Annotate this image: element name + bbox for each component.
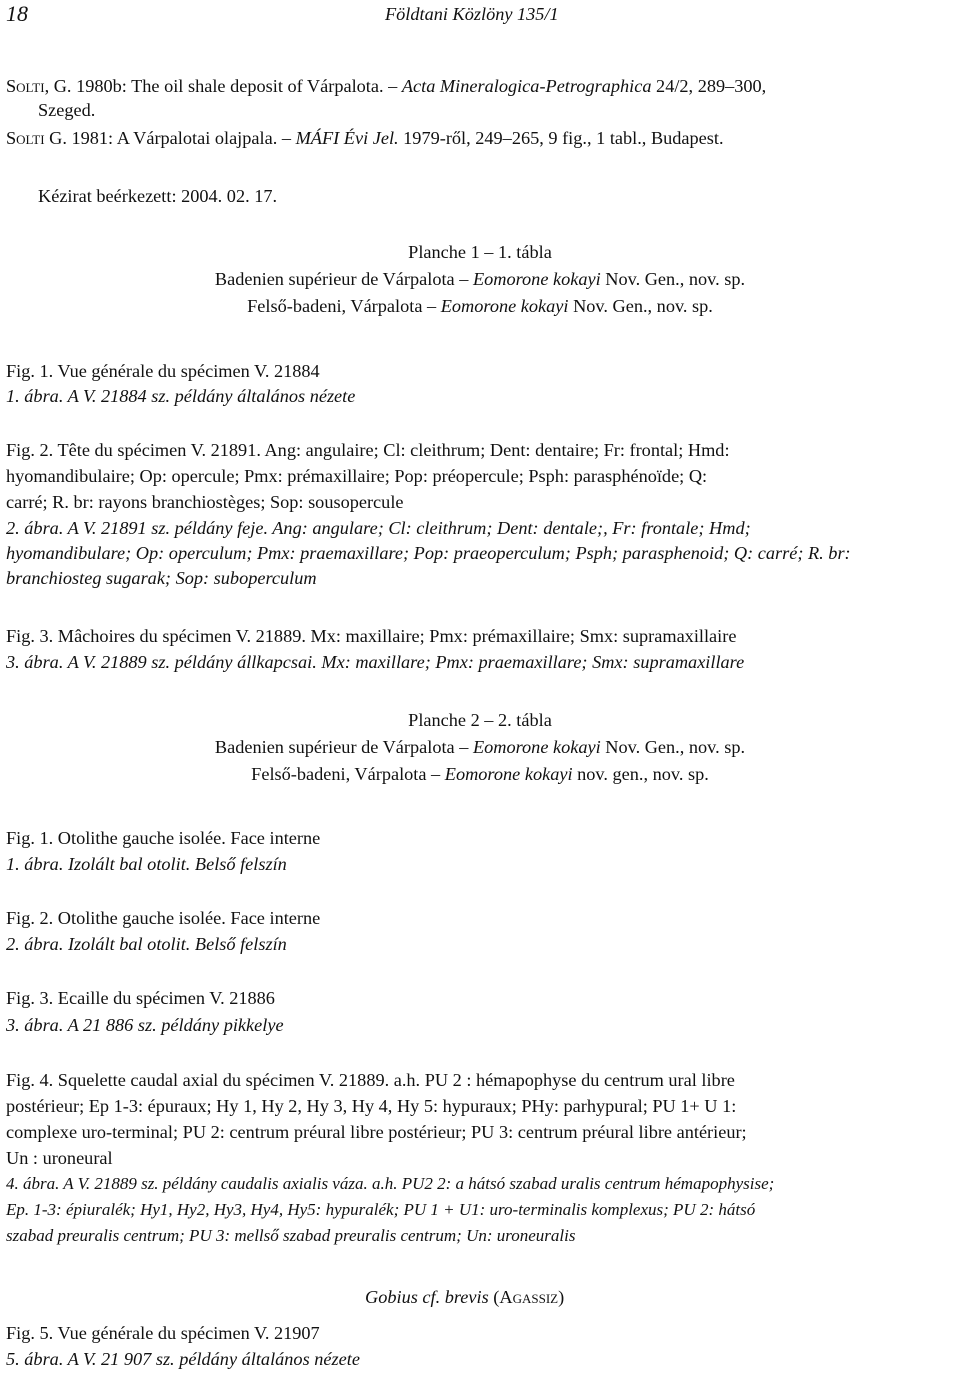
- taxon-name: Gobius cf. brevis: [365, 1287, 489, 1307]
- plate-2-title: Planche 2 – 2. tábla: [408, 710, 552, 730]
- gobius-heading: [365, 1287, 564, 1307]
- caption-fig3-hu: 3. ábra. A V. 21889 sz. példány állkapcsai. Mx: maxillare; Pmx: praemaxillare; Smx: supramaxillare: [6, 652, 745, 672]
- reference-author: Solti G.: [6, 128, 67, 148]
- subtitle-text: Badenien supérieur de Várpalota –: [214, 737, 473, 757]
- plate-2-subtitle-hu: [0, 764, 960, 784]
- caption-fig5-fr: Fig. 5. Vue générale du spécimen V. 21907: [6, 1323, 320, 1343]
- plate-1-title: Planche 1 – 1. tábla: [408, 242, 552, 262]
- reference-entry: [6, 128, 724, 148]
- subtitle-text: nov. gen., nov. sp.: [572, 764, 709, 784]
- reference-entry: [6, 76, 766, 96]
- taxon-name: Eomorone kokayi: [472, 269, 601, 289]
- caption-fig1-fr: Fig. 1. Otolithe gauche isolée. Face interne: [6, 828, 321, 848]
- caption-fig3-hu: 3. ábra. A 21 886 sz. példány pikkelye: [6, 1015, 284, 1035]
- caption-fig1-hu: 1. ábra. Izolált bal otolit. Belső felszín: [6, 854, 287, 874]
- caption-fig5-hu: 5. ábra. A V. 21 907 sz. példány általános nézete: [6, 1349, 360, 1369]
- reference-text: 1979-ről, 249–265, 9 fig., 1 tabl., Budapest.: [398, 128, 724, 148]
- caption-fig2-fr: Fig. 2. Otolithe gauche isolée. Face interne: [6, 908, 321, 928]
- caption-fig2-hu-line: 2. ábra. A V. 21891 sz. példány feje. Ang: angulare; Cl: cleithrum; Dent: dentale;, Fr: frontale; Hmd;: [6, 518, 751, 538]
- caption-fig4-fr-line: complexe uro-terminal; PU 2: centrum préural libre postérieur; PU 3: centrum préural libre antérieur;: [6, 1122, 747, 1142]
- page-number: 18: [6, 1, 28, 26]
- caption-fig4-fr-line: postérieur; Ep 1-3: épuraux; Hy 1, Hy 2, Hy 3, Hy 4, Hy 5: hypuraux; PHy: parhypural; PU 1+ U 1:: [6, 1096, 737, 1116]
- taxon-name: Eomorone kokayi: [440, 296, 569, 316]
- received-date: Kézirat beérkezett: 2004. 02. 17.: [38, 186, 278, 206]
- caption-fig4-hu-line: szabad preuralis centrum; PU 3: mellső szabad preuralis centrum; Un: uroneuralis: [6, 1226, 576, 1245]
- caption-fig4-fr-line: Fig. 4. Squelette caudal axial du spécimen V. 21889. a.h. PU 2 : hémapophyse du centrum ural libre: [6, 1070, 735, 1090]
- caption-fig3-fr: Fig. 3. Mâchoires du spécimen V. 21889. Mx: maxillaire; Pmx: prémaxillaire; Smx: supramaxillaire: [6, 626, 737, 646]
- caption-fig3-fr: Fig. 3. Ecaille du spécimen V. 21886: [6, 988, 275, 1008]
- subtitle-text: Nov. Gen., nov. sp.: [600, 737, 746, 757]
- caption-fig2-fr-line: Fig. 2. Tête du spécimen V. 21891. Ang: angulaire; Cl: cleithrum; Dent: dentaire; Fr: frontal; Hmd:: [6, 440, 730, 460]
- caption-fig2-hu: 2. ábra. Izolált bal otolit. Belső felszín: [6, 934, 287, 954]
- reference-journal: Acta Mineralogica-Petrographica: [401, 76, 652, 96]
- running-title: Földtani Közlöny 135/1: [385, 4, 559, 24]
- caption-fig2-hu-line: hyomandibulare; Op: operculum; Pmx: praemaxillare; Pop: praeoperculum; Psph; parasphenoid; Q: carré; R. br:: [6, 543, 851, 563]
- caption-fig1-hu: 1. ábra. A V. 21884 sz. példány általános nézete: [6, 386, 356, 406]
- caption-fig4-fr-line: Un : uroneural: [6, 1148, 113, 1168]
- taxon-name: Eomorone kokayi: [444, 764, 573, 784]
- plate-1-subtitle-hu: [0, 296, 960, 316]
- caption-fig4-hu-line: Ep. 1-3: épiuralék; Hy1, Hy2, Hy3, Hy4, Hy5: hypuralék; PU 1 + U1: uro-terminalis komplexus; PU 2: hátsó: [6, 1200, 756, 1219]
- subtitle-text: Felső-badeni, Várpalota –: [251, 764, 445, 784]
- plate-1-subtitle-fr: [0, 269, 960, 289]
- caption-fig2-fr-line: carré; R. br: rayons branchiostèges; Sop: sousopercule: [6, 492, 404, 512]
- reference-text: 24/2, 289–300,: [651, 76, 767, 96]
- subtitle-text: Badenien supérieur de Várpalota –: [214, 269, 473, 289]
- caption-fig2-fr-line: hyomandibulaire; Op: opercule; Pmx: prémaxillaire; Pop: préopercule; Psph: parasphénoïde; Q:: [6, 466, 708, 486]
- reference-text: 1981: A Várpalotai olajpala. –: [66, 128, 296, 148]
- reference-author: Solti, G.: [6, 76, 72, 96]
- reference-text: 1980b: The oil shale deposit of Várpalota. –: [71, 76, 402, 96]
- caption-fig4-hu-line: 4. ábra. A V. 21889 sz. példány caudalis axialis váza. a.h. PU2 2: a hátsó szabad uralis centrum hémapophysise;: [6, 1174, 775, 1193]
- caption-fig2-hu-line: branchiosteg sugarak; Sop: suboperculum: [6, 568, 317, 588]
- subtitle-text: Nov. Gen., nov. sp.: [568, 296, 713, 316]
- reference-continuation: Szeged.: [38, 100, 96, 120]
- subtitle-text: Nov. Gen., nov. sp.: [600, 269, 746, 289]
- caption-fig1-fr: Fig. 1. Vue générale du spécimen V. 21884: [6, 361, 320, 381]
- taxon-name: Eomorone kokayi: [472, 737, 601, 757]
- taxon-author: (Agassiz): [488, 1287, 565, 1307]
- reference-journal: MÁFI Évi Jel.: [295, 128, 399, 148]
- subtitle-text: Felső-badeni, Várpalota –: [247, 296, 441, 316]
- plate-2-subtitle-fr: [0, 737, 960, 757]
